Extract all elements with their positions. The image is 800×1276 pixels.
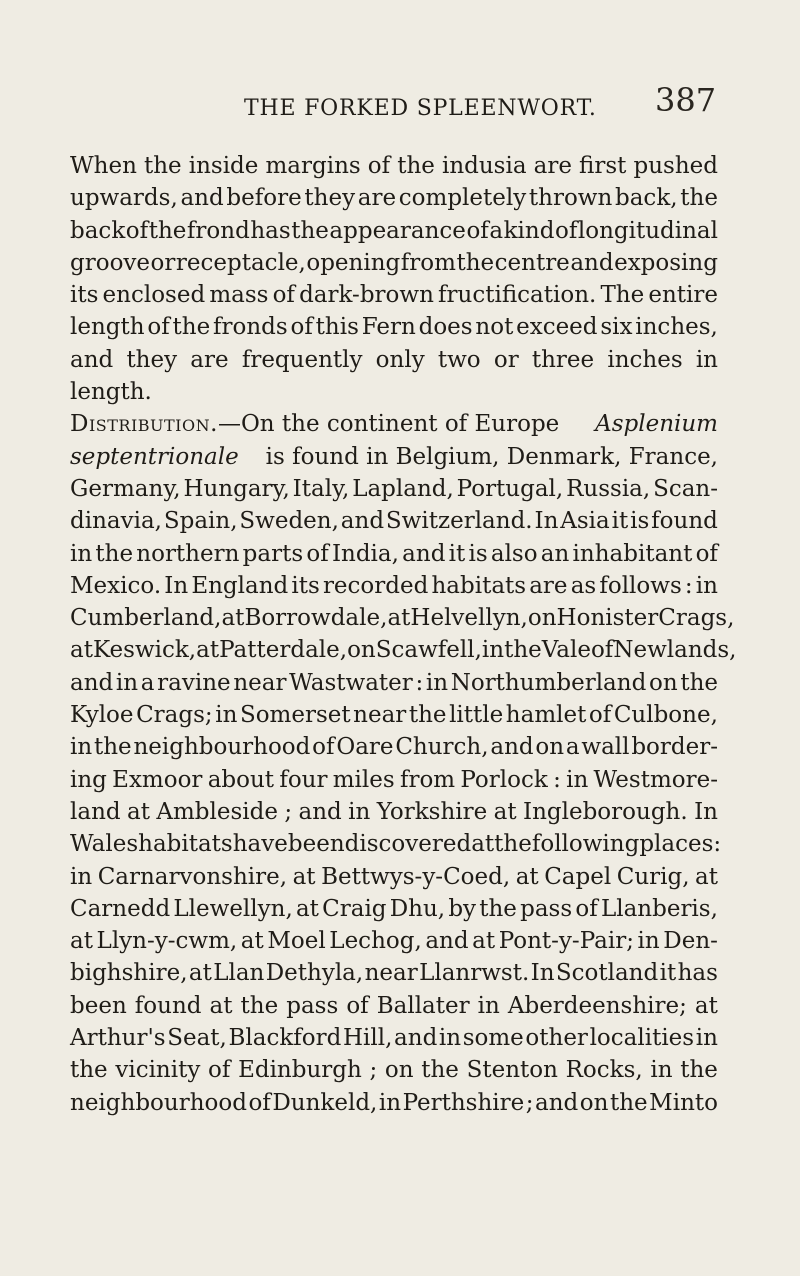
text-line: length of the fronds of this Fern does not exceed six inches, — [70, 314, 718, 341]
text-line: ing Exmoor about four miles from Porlock : in Westmore- — [70, 766, 718, 793]
text-line: in the neighbourhood of Oare Church, and on a wall border- — [70, 734, 718, 761]
text-line — [70, 408, 718, 440]
text-line: land at Ambleside ; and in Yorkshire at Ingleborough. In — [70, 798, 718, 825]
text-line: Mexico. In England its recorded habitats are as follows : in — [70, 572, 718, 599]
running-title: THE FORKED SPLEENWORT. — [244, 96, 597, 121]
text-line: been found at the pass of Ballater in Aberdeenshire; at — [70, 992, 718, 1019]
section-label: Distribution. — [70, 411, 218, 438]
text-line: Arthur's Seat, Blackford Hill, and in some other localities in — [70, 1025, 718, 1052]
running-head — [0, 82, 800, 126]
body-text — [70, 150, 737, 1119]
text-line: in Carnarvonshire, at Bettwys-y-Coed, at Capel Curig, at — [70, 863, 718, 890]
paragraph-distribution — [70, 408, 737, 1119]
paragraph-indusia — [70, 150, 718, 408]
text-line: the vicinity of Edinburgh ; on the Stenton Rocks, in the — [70, 1057, 718, 1084]
text-line: upwards, and before they are completely thrown back, the — [70, 185, 718, 212]
text-line: Carnedd Llewellyn, at Craig Dhu, by the pass of Llanberis, — [70, 895, 718, 922]
text-line: Wales habitats have been discovered at the following places: — [70, 831, 722, 858]
text-line: length. — [70, 379, 152, 406]
text-line: Kyloe Crags; in Somerset near the little hamlet of Culbone, — [70, 702, 718, 729]
text-line: at Llyn-y-cwm, at Moel Lechog, and at Pont-y-Pair; in Den- — [70, 928, 718, 955]
text-line: dinavia, Spain, Sweden, and Switzerland. In Asia it is found — [70, 508, 718, 535]
text-line: bighshire, at Llan Dethyla, near Llanrwst. In Scotland it has — [70, 960, 718, 987]
text-line: at Keswick, at Patterdale, on Scawfell, in the Vale of Newlands, — [70, 637, 737, 664]
text-line: neighbourhood of Dunkeld, in Perthshire ; and on the Minto — [70, 1089, 718, 1116]
text-line: its enclosed mass of dark-brown fructification. The entire — [70, 282, 718, 309]
text-line: and they are frequently only two or three inches in — [70, 346, 718, 373]
genus-name: Asplenium — [595, 411, 718, 438]
text-line: back of the frond has the appearance of a kind of longitudinal — [70, 217, 718, 244]
page-number: 387 — [655, 81, 717, 119]
text-line: and in a ravine near Wastwater : in Northumberland on the — [70, 669, 718, 696]
text-run: —On the continent of Europe — [217, 411, 560, 438]
text-line: groove or receptacle, opening from the centre and exposing — [70, 249, 718, 276]
species-name: septentrionale — [70, 443, 239, 470]
text-run: is found in Belgium, Denmark, France, — [265, 443, 718, 470]
text-line: Cumberland, at Borrowdale, at Helvellyn, on Honister Crags, — [70, 605, 735, 632]
text-line: in the northern parts of India, and it is also an inhabitant of — [70, 540, 718, 567]
text-line: Germany, Hungary, Italy, Lapland, Portugal, Russia, Scan- — [70, 475, 718, 502]
text-line: When the inside margins of the indusia are first pushed — [70, 153, 718, 179]
text-line — [70, 441, 718, 473]
